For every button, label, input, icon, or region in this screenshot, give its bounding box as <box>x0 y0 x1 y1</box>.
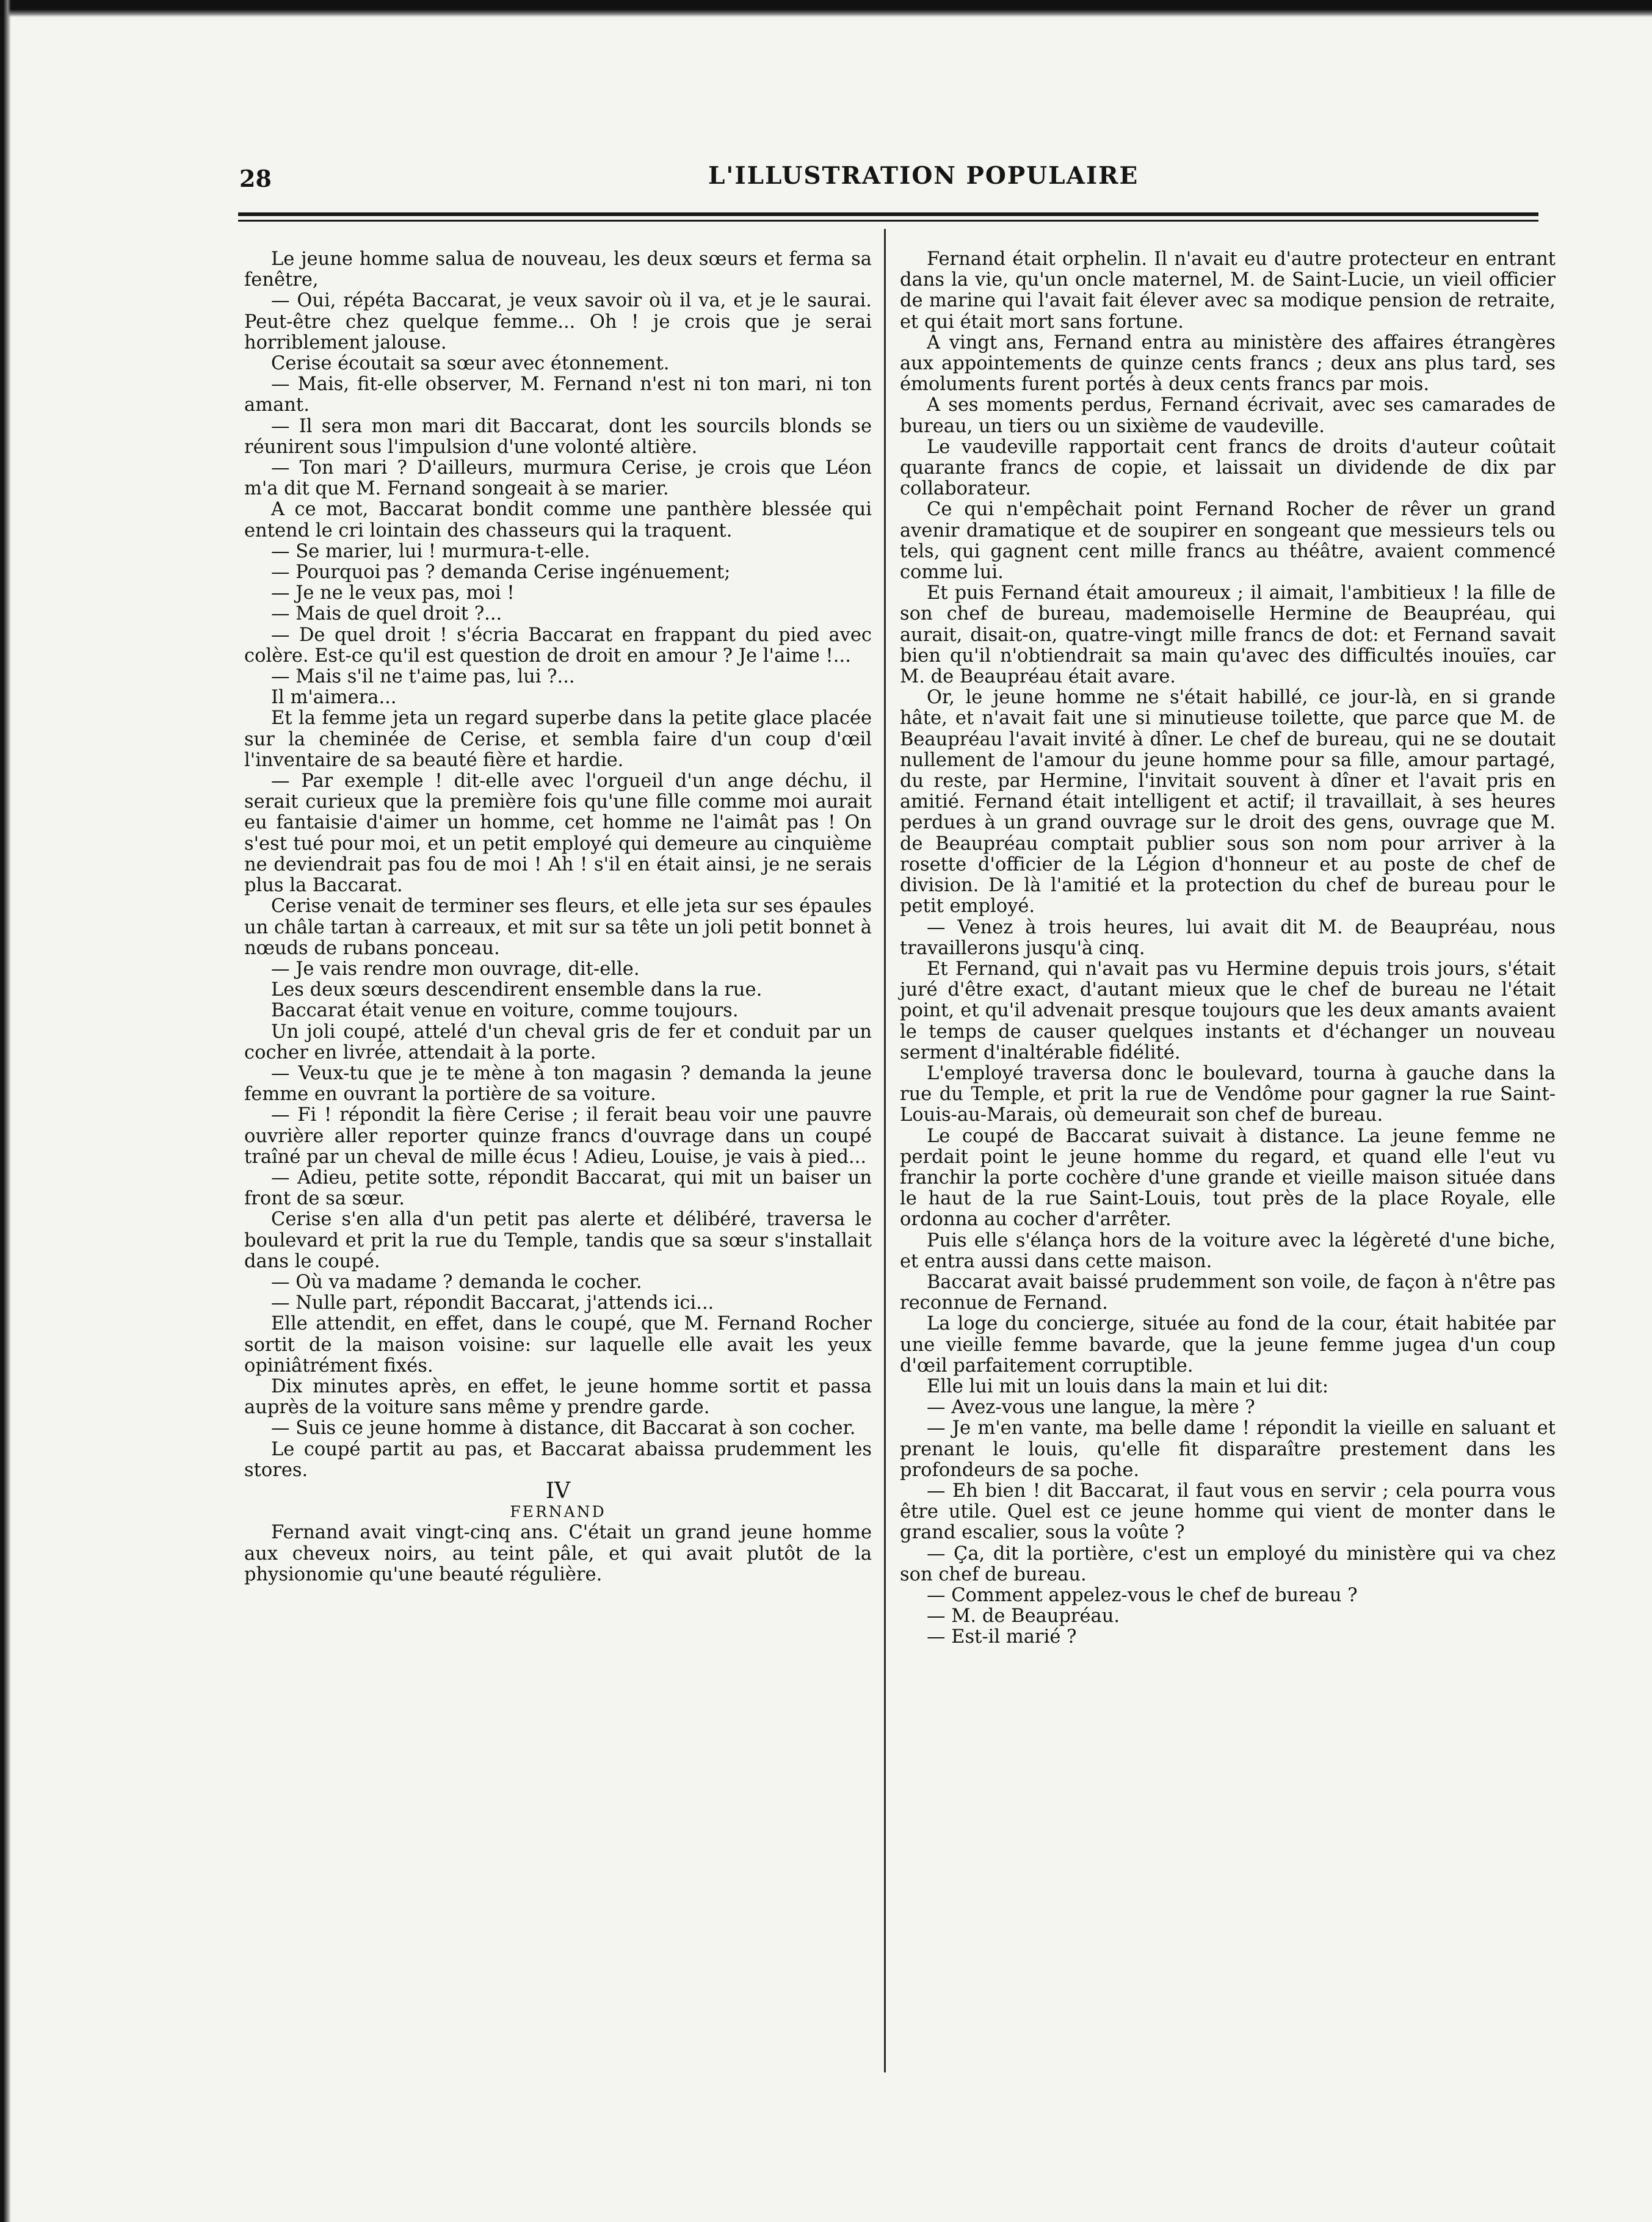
chapter-title: FERNAND <box>510 1503 606 1521</box>
paragraph: A vingt ans, Fernand entra au ministère des affaires étrangères aux appointements de quinze cents francs ; deux ans plus tard, ses émoluments furent portés à deux cents francs par mois. <box>900 331 1556 396</box>
paragraph: Cerise venait de terminer ses fleurs, et elle jeta sur ses épaules un châle tartan à carreaux, et mit sur sa tête un joli petit bonnet à nœuds de rubans ponceau. <box>244 896 872 959</box>
paragraph: — Suis ce jeune homme à distance, dit Baccarat à son cocher. <box>271 1417 856 1439</box>
paragraph: — Pourquoi pas ? demanda Cerise ingénuement; <box>271 562 731 584</box>
paragraph: A ses moments perdus, Fernand écrivait, avec ses camarades de bureau, un tiers ou un sixième de vaudeville. <box>900 394 1556 437</box>
paragraph: Baccarat était venue en voiture, comme toujours. <box>271 1000 739 1022</box>
paragraph: Baccarat avait baissé prudemment son voile, de façon à n'être pas reconnue de Fernand. <box>900 1271 1556 1314</box>
paragraph: La loge du concierge, située au fond de la cour, était habitée par une vieille femme bavarde, que la jeune femme jugea d'un coup d'œil parfaitement corruptible. <box>900 1313 1556 1377</box>
paragraph: Un joli coupé, attelé d'un cheval gris de fer et conduit par un cocher en livrée, attendait à la porte. <box>244 1021 872 1063</box>
paragraph: — Nulle part, répondit Baccarat, j'attends ici... <box>271 1292 714 1314</box>
right-column <box>900 249 1556 1648</box>
paragraph: Fernand était orphelin. Il n'avait eu d'autre protecteur en entrant dans la vie, qu'un oncle maternel, M. de Saint-Lucie, un vieil officier de marine qui l'avait fait élever avec sa modique pension de retraite, et qui était mort sans fortune. <box>900 248 1556 333</box>
scan-edge-top <box>0 0 1652 17</box>
paragraph: Elle attendit, en effet, dans le coupé, que M. Fernand Rocher sortit de la maison voisine: sur laquelle elle avait les yeux opiniâtrément fixés. <box>244 1313 872 1377</box>
paragraph: Le jeune homme salua de nouveau, les deux sœurs et ferma sa fenêtre, <box>244 248 872 291</box>
paragraph: — Oui, répéta Baccarat, je veux savoir où il va, et je le saurai. Peut-être chez quelque femme... Oh ! je crois que je serai horriblement jalouse. <box>244 290 872 353</box>
paragraph: Cerise écoutait sa sœur avec étonnement. <box>271 353 670 375</box>
chapter-number: IV <box>545 1478 571 1504</box>
left-column <box>244 249 872 1585</box>
paragraph: — M. de Beaupréau. <box>927 1605 1120 1627</box>
paragraph: — Fi ! répondit la fière Cerise ; il ferait beau voir une pauvre ouvrière aller reporter quinze francs d'ouvrage dans un coupé traîné par un cheval de mille écus ! Adieu, Louise, je vais à pied... <box>244 1104 872 1168</box>
running-title: L'ILLUSTRATION POPULAIRE <box>708 162 1139 190</box>
paragraph: A ce mot, Baccarat bondit comme une panthère blessée qui entend le cri lointain des chasseurs qui la traquent. <box>244 499 872 541</box>
paragraph: Le coupé de Baccarat suivait à distance. La jeune femme ne perdait point le jeune homme du regard, et quand elle l'eut vu franchir la porte cochère d'une grande et vieille maison située dans le haut de la rue Saint-Louis, tout près de la place Royale, elle ordonna au cocher d'arrêter. <box>900 1125 1556 1231</box>
scan-edge-left <box>0 0 11 2222</box>
paragraph: — Je m'en vante, ma belle dame ! répondit la vieille en saluant et prenant le louis, qu'elle fit disparaître prestement dans les profondeurs de sa poche. <box>900 1417 1556 1481</box>
paragraph: — Je ne le veux pas, moi ! <box>271 582 515 604</box>
paragraph: — Est-il marié ? <box>927 1626 1077 1648</box>
paragraph: — Ton mari ? D'ailleurs, murmura Cerise, je crois que Léon m'a dit que M. Fernand songeait à se marier. <box>244 457 872 500</box>
paragraph: Il m'aimera... <box>271 687 397 709</box>
paragraph: Or, le jeune homme ne s'était habillé, ce jour-là, en si grande hâte, et n'avait fait une si minutieuse toilette, que parce que M. de Beaupréau l'avait invité à dîner. Le chef de bureau, qui ne se doutait nullement de l'amour du jeune homme pour sa fille, amour partagé, du reste, par Hermine, l'invitait souvent à dîner et l'avait pris en amitié. Fernand était intelligent et actif; il travaillait, à ses heures perdues à un grand ouvrage sur le droit des gens, ouvrage que M. de Beaupréau comptait publier sous son nom pour arriver à la rosette d'officier de la Légion d'honneur et au poste de chef de division. De là l'amitié et la protection du chef de bureau pour le petit employé. <box>900 687 1556 917</box>
header-rule-thin <box>238 220 1538 222</box>
paragraph: Le vaudeville rapportait cent francs de droits d'auteur coûtait quarante francs de copie, et laissait un dividende de dix par collaborateur. <box>900 436 1556 500</box>
paragraph: — Mais de quel droit ?... <box>271 603 502 625</box>
paragraph: Le coupé partit au pas, et Baccarat abaissa prudemment les stores. <box>244 1438 872 1481</box>
paragraph: — Venez à trois heures, lui avait dit M. de Beaupréau, nous travaillerons jusqu'à cinq. <box>900 916 1556 959</box>
paragraph: Et puis Fernand était amoureux ; il aimait, l'ambitieux ! la fille de son chef de bureau, mademoiselle Hermine de Beaupréau, qui aurait, disait-on, quatre-vingt mille francs de dot: et Fernand savait bien qu'il n'obtiendrait sa main qu'avec des difficultés inouïes, car M. de Beaupréau était avare. <box>900 582 1556 688</box>
header-rule <box>238 212 1538 216</box>
paragraph: — Je vais rendre mon ouvrage, dit-elle. <box>271 958 640 980</box>
paragraph: — Mais, fit-elle observer, M. Fernand n'est ni ton mari, ni ton amant. <box>244 374 872 416</box>
paragraph: Et Fernand, qui n'avait pas vu Hermine depuis trois jours, s'était juré d'être exact, d'autant mieux que le chef de bureau ne l'était point, et qu'il advenait presque toujours que les deux amants avaient le temps de causer quelques instants et d'échanger un nouveau serment d'inaltérable fidélité. <box>900 958 1556 1063</box>
paragraph: — Se marier, lui ! murmura-t-elle. <box>271 540 590 562</box>
paragraph: L'employé traversa donc le boulevard, tourna à gauche dans la rue du Temple, et prit la rue de Vendôme pour gagner la rue Saint-Louis-au-Marais, où demeurait son chef de bureau. <box>900 1062 1556 1126</box>
paragraph: Ce qui n'empêchait point Fernand Rocher de rêver un grand avenir dramatique et de soupirer en songeant que messieurs tels ou tels, qui gagnent cent mille francs au théâtre, avaient commencé comme lui. <box>900 499 1556 584</box>
paragraph: Fernand avait vingt-cinq ans. C'était un grand jeune homme aux cheveux noirs, au teint pâle, et qui avait plutôt de la physionomie qu'une beauté régulière. <box>244 1522 872 1585</box>
paragraph: — Il sera mon mari dit Baccarat, dont les sourcils blonds se réunirent sous l'impulsion d'une volonté altière. <box>244 415 872 458</box>
paragraph: Cerise s'en alla d'un petit pas alerte et délibéré, traversa le boulevard et prit la rue du Temple, tandis que sa sœur s'installait dans le coupé. <box>244 1209 872 1272</box>
paragraph: Puis elle s'élança hors de la voiture avec la légèreté d'une biche, et entra aussi dans cette maison. <box>900 1229 1556 1272</box>
paragraph: — Comment appelez-vous le chef de bureau ? <box>927 1585 1358 1606</box>
paragraph: — Avez-vous une langue, la mère ? <box>927 1397 1255 1419</box>
paragraph: — Veux-tu que je te mène à ton magasin ? demanda la jeune femme en ouvrant la portière de sa voiture. <box>244 1062 872 1106</box>
paragraph: Elle lui mit un louis dans la main et lui dit: <box>927 1375 1329 1397</box>
paragraph: — De quel droit ! s'écria Baccarat en frappant du pied avec colère. Est-ce qu'il est question de droit en amour ? Je l'aime !... <box>244 624 872 667</box>
paragraph: Les deux sœurs descendirent ensemble dans la rue. <box>271 979 763 1001</box>
column-divider <box>884 229 886 2072</box>
paragraph: — Mais s'il ne t'aime pas, lui ?... <box>271 666 575 688</box>
paragraph: — Eh bien ! dit Baccarat, il faut vous en servir ; cela pourra vous être utile. Quel est ce jeune homme qui vient de monter dans le grand escalier, sous la voûte ? <box>900 1480 1556 1544</box>
paragraph: — Par exemple ! dit-elle avec l'orgueil d'un ange déchu, il serait curieux que la première fois qu'une fille comme moi aurait eu fantaisie d'aimer un homme, cet homme ne l'aimât pas ! On s'est tué pour moi, et un petit employé qui demeure au cinquième ne deviendrait pas fou de moi ! Ah ! s'il en était ainsi, je ne serais plus la Baccarat. <box>244 770 872 897</box>
paragraph: Et la femme jeta un regard superbe dans la petite glace placée sur la cheminée de Cerise, et sembla faire d'un coup d'œil l'inventaire de sa beauté fière et hardie. <box>244 707 872 771</box>
paragraph: — Ça, dit la portière, c'est un employé du ministère qui va chez son chef de bureau. <box>900 1543 1556 1585</box>
page-number: 28 <box>239 165 272 192</box>
paragraph: Dix minutes après, en effet, le jeune homme sortit et passa auprès de la voiture sans même y prendre garde. <box>244 1375 872 1419</box>
paragraph: — Adieu, petite sotte, répondit Baccarat, qui mit un baiser un front de sa sœur. <box>244 1167 872 1210</box>
paragraph: — Où va madame ? demanda le cocher. <box>271 1271 642 1293</box>
